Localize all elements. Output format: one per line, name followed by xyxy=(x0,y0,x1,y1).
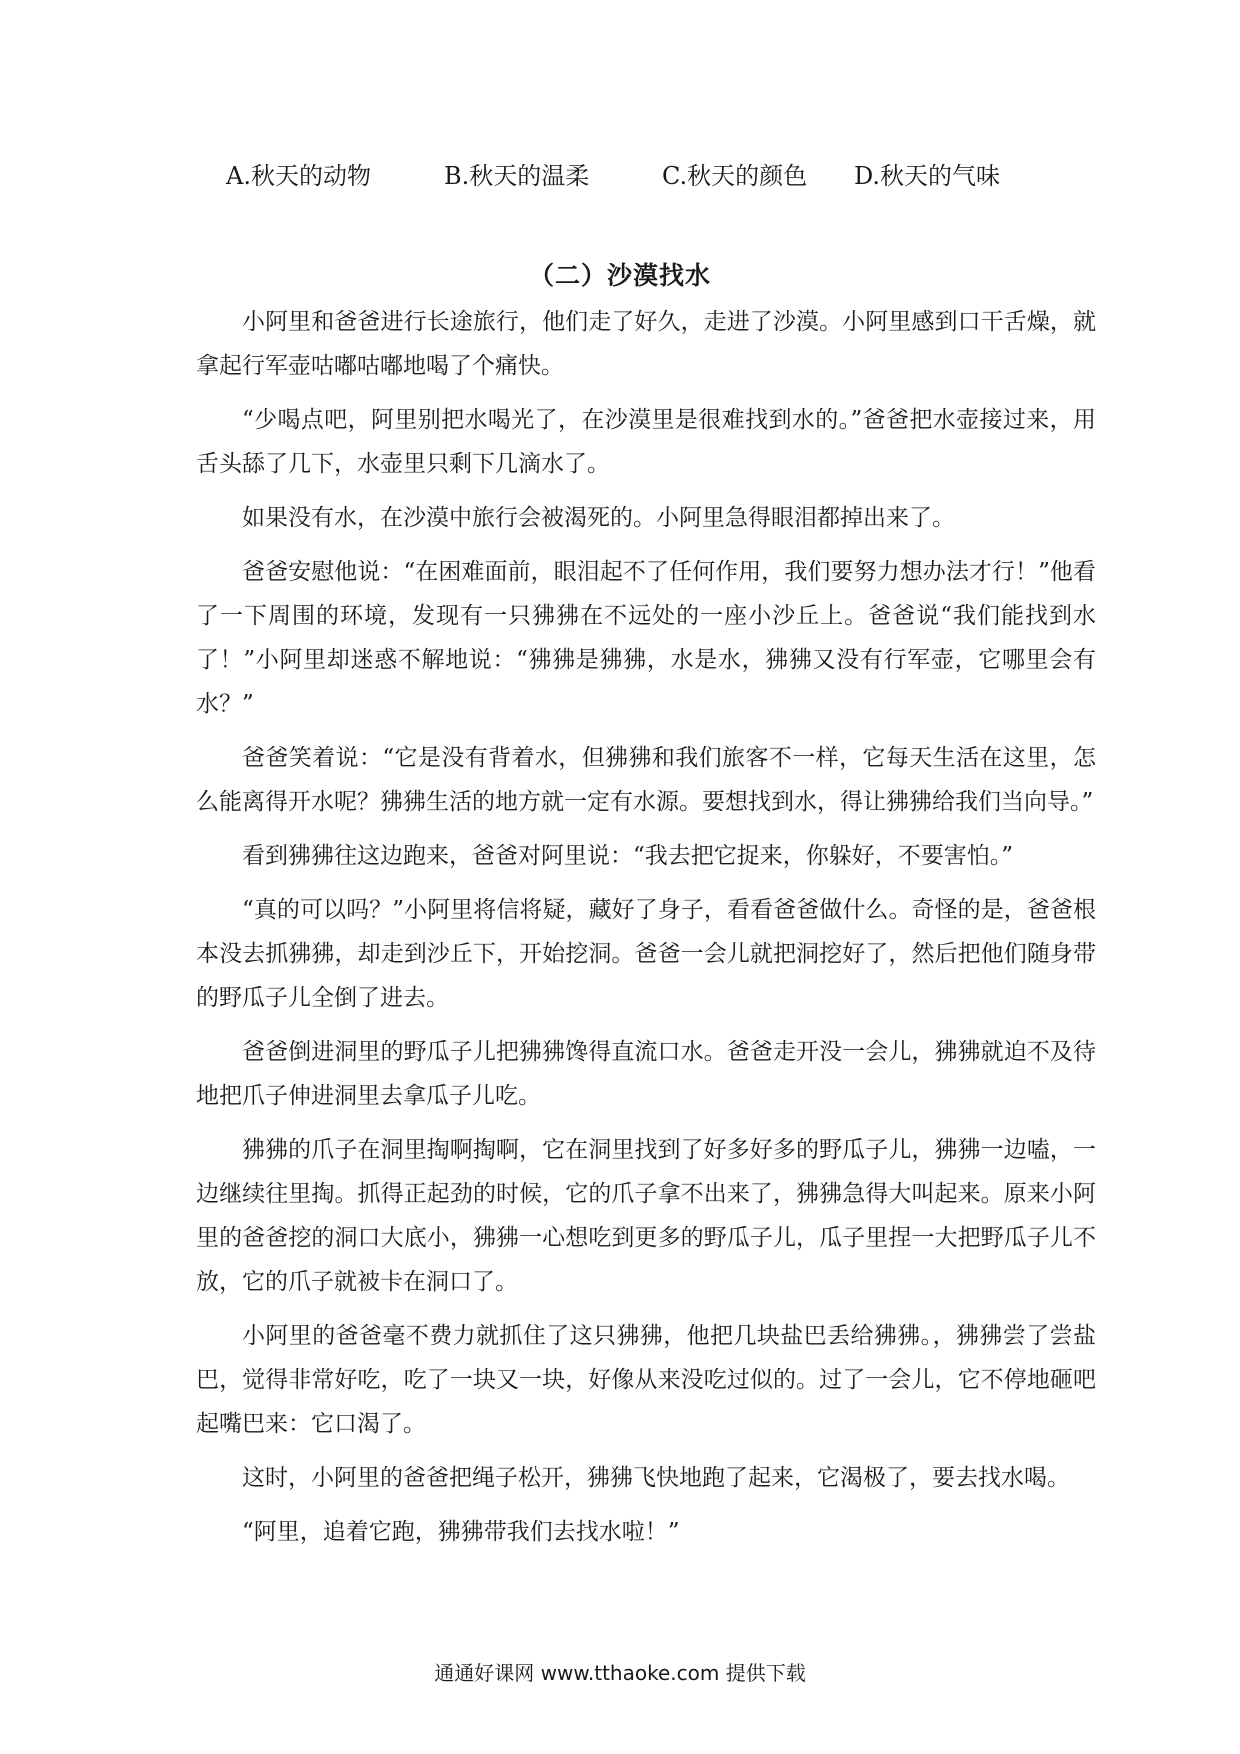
paragraph: 爸爸安慰他说：“在困难面前，眼泪起不了任何作用，我们要努力想办法才行！”他看了一下周围的环境，发现有一只狒狒在不远处的一座小沙丘上。爸爸说“我们能找到水了！”小阿里却迷惑不解地说：“狒狒是狒狒，水是水，狒狒又没有行军壶，它哪里会有水？” xyxy=(196,559,1096,717)
paragraph: “阿里，追着它跑，狒狒带我们去找水啦！” xyxy=(242,1519,680,1545)
section-title: （二）沙漠找水 xyxy=(528,261,711,290)
paragraph: “真的可以吗？”小阿里将信将疑，藏好了身子，看看爸爸做什么。奇怪的是，爸爸根本没去抓狒狒，却走到沙丘下，开始挖洞。爸爸一会儿就把洞挖好了，然后把他们随身带的野瓜子儿全倒了进去。 xyxy=(196,897,1096,1011)
paragraph: 看到狒狒往这边跑来，爸爸对阿里说：“我去把它捉来，你躲好，不要害怕。” xyxy=(242,843,1014,869)
paragraph: 小阿里的爸爸毫不费力就抓住了这只狒狒，他把几块盐巴丢给狒狒。，狒狒尝了尝盐巴，觉得非常好吃，吃了一块又一块，好像从来没吃过似的。过了一会儿，它不停地砸吧起嘴巴来：它口渴了。 xyxy=(196,1323,1096,1437)
paragraph: 爸爸笑着说：“它是没有背着水，但狒狒和我们旅客不一样，它每天生活在这里，怎么能离得开水呢？狒狒生活的地方就一定有水源。要想找到水，得让狒狒给我们当向导。” xyxy=(196,745,1096,815)
paragraph: 小阿里和爸爸进行长途旅行，他们走了好久，走进了沙漠。小阿里感到口干舌燥，就拿起行军壶咕嘟咕嘟地喝了个痛快。 xyxy=(196,309,1096,379)
option-a: A.秋天的动物 xyxy=(226,162,371,190)
paragraph: 这时，小阿里的爸爸把绳子松开，狒狒飞快地跑了起来，它渴极了，要去找水喝。 xyxy=(242,1465,1070,1491)
paragraph: 狒狒的爪子在洞里掏啊掏啊，它在洞里找到了好多好多的野瓜子儿，狒狒一边嗑，一边继续往里掏。抓得正起劲的时候，它的爪子拿不出来了，狒狒急得大叫起来。原来小阿里的爸爸挖的洞口大底小，狒狒一心想吃到更多的野瓜子儿，瓜子里捏一大把野瓜子儿不放，它的爪子就被卡在洞口了。 xyxy=(196,1137,1096,1295)
paragraph: 爸爸倒进洞里的野瓜子儿把狒狒馋得直流口水。爸爸走开没一会儿，狒狒就迫不及待地把爪子伸进洞里去拿瓜子儿吃。 xyxy=(196,1039,1096,1109)
option-c: C.秋天的颜色 xyxy=(662,162,808,190)
footer-watermark: 通通好课网 www.tthaoke.com 提供下载 xyxy=(434,1661,806,1685)
paragraph: “少喝点吧，阿里别把水喝光了，在沙漠里是很难找到水的。”爸爸把水壶接过来，用舌头舔了几下，水壶里只剩下几滴水了。 xyxy=(196,407,1096,477)
option-d: D.秋天的气味 xyxy=(854,162,1001,190)
paragraph: 如果没有水，在沙漠中旅行会被渴死的。小阿里急得眼泪都掉出来了。 xyxy=(242,505,955,531)
story-body xyxy=(196,300,1096,1564)
answer-options xyxy=(226,156,1026,196)
option-b: B.秋天的温柔 xyxy=(444,162,590,190)
